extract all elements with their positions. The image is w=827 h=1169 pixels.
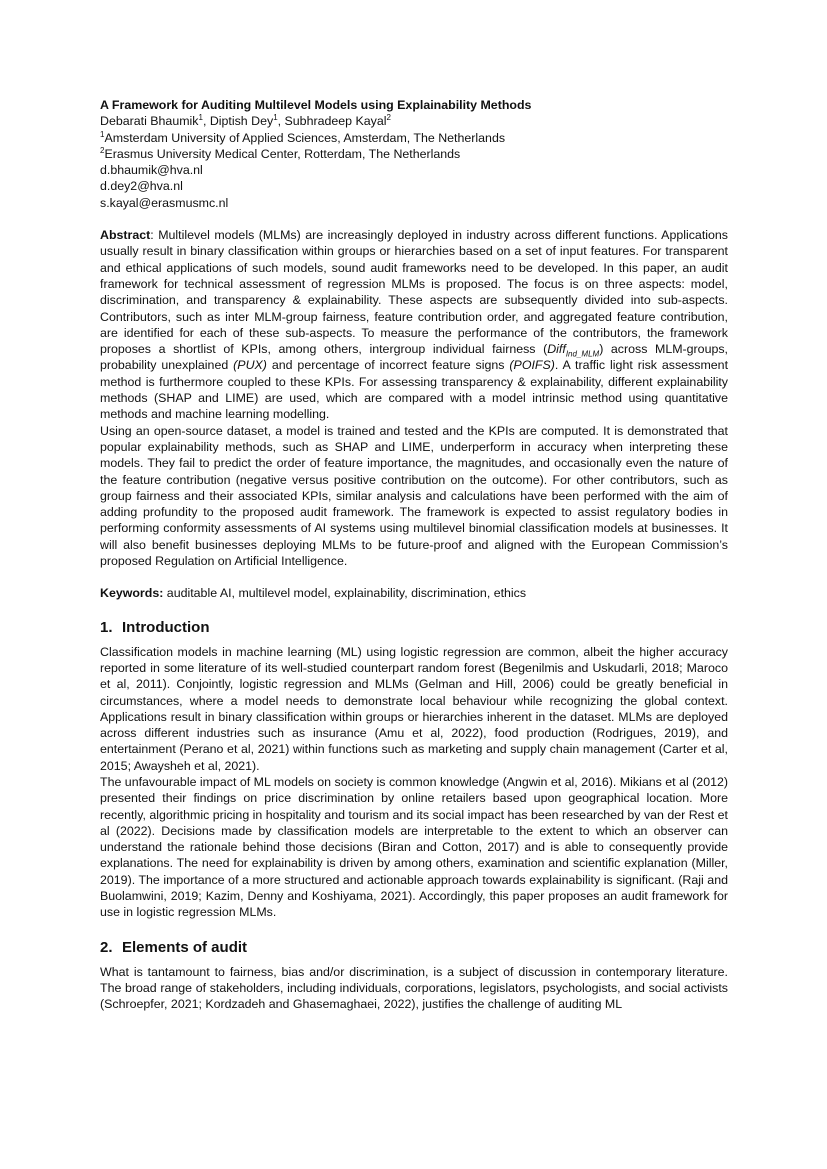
- affiliation: $^1$Amsterdam University of Applied Sciences, Amsterdam, The Netherlands: [100, 129, 506, 145]
- paper-page: [100, 97, 728, 1013]
- keywords: Keywords: auditable AI, multilevel model, explainability, discrimination, ethics: [100, 586, 527, 601]
- author-name: Diptish Dey: [209, 114, 274, 129]
- section-heading: 2. Elements of audit: [100, 938, 248, 956]
- kpi-pux: (PUX): [233, 358, 267, 373]
- email-link[interactable]: d.dey2@hva.nl: [100, 179, 183, 194]
- author-name: Subhradeep Kayal: [284, 114, 387, 129]
- keywords-label: Keywords:: [100, 586, 164, 601]
- affiliation: $^2$Erasmus University Medical Center, Rotterdam, The Netherlands: [100, 145, 461, 161]
- body-paragraph: The unfavourable impact of ML models on society is common knowledge (Angwin et al, 2016). Mikians et al (2012) presented their findings on price discrimination by online retailers based upon geographical location. More recently, algorithmic pricing in hospitality and tourism and its social impact has been researched by van der Rest et al (2022). Decisions made by classification models are interpretable to the extent to which an observer can understand the rationale behind those decisions (Biran and Cotton, 2017) and is able to consequently provide explanations. The need for explainability is driven by among others, examination and scientific explanation (Miller, 2019). The importance of a more structured and actionable approach towards explainability is significant. (Raji and Buolamwini, 2019; Kazim, Denny and Koshiyama, 2021). Accordingly, this paper proposes an audit framework for use in logistic regression MLMs.: [100, 774, 728, 920]
- author-list: Debarati Bhaumik$^1$, Diptish Dey$^1$, Subhradeep Kayal$^2$: [100, 113, 391, 129]
- author-affil-sup: 2: [386, 113, 391, 123]
- author-name: Debarati Bhaumik: [100, 114, 199, 129]
- email-link[interactable]: s.kayal@erasmusmc.nl: [100, 195, 229, 210]
- abstract-label: Abstract: [100, 228, 151, 243]
- abstract-paragraph: Using an open-source dataset, a model is trained and tested and the KPIs are computed. It is demonstrated that popular explainability methods, such as SHAP and LIME, underperform in accuracy when interpreting these models. They fail to predict the order of feature importance, the magnitudes, and occasionally even the nature of the feature contribution (negative versus positive contribution on the outcome). For other contributors, such as group fairness and their associated KPIs, similar analysis and calculations have been performed with the aim of adding profundity to the proposed audit framework. The framework is expected to assist regulatory bodies in performing conformity assessments of AI systems using multilevel binomial classification models at businesses. It will also benefit businesses deploying MLMs to be future-proof and aligned with the European Commission’s proposed Regulation on Artificial Intelligence.: [100, 423, 728, 569]
- section-heading: 1. Introduction: [100, 618, 210, 636]
- kpi-diff: Diff$_{Ind\_MLM}$: [547, 342, 600, 359]
- email-link[interactable]: d.bhaumik@hva.nl: [100, 163, 203, 178]
- affiliations: [100, 130, 728, 163]
- body-paragraph: What is tantamount to fairness, bias and/or discrimination, is a subject of discussion in contemporary literature. The broad range of stakeholders, including individuals, corporations, legislators, psychologists, and social activists (Schroepfer, 2021; Kordzadeh and Ghasemaghaei, 2022), justifies the challenge of auditing ML: [100, 964, 728, 1012]
- author-affil-sup: 1: [273, 113, 278, 123]
- body-paragraph: Classification models in machine learning (ML) using logistic regression are common, albeit the higher accuracy reported in some literature of its well-studied counterpart random forest (Begenilmis and Uskudarli, 2018; Maroco et al, 2011). Conjointly, logistic regression and MLMs (Gelman and Hill, 2006) could be greatly beneficial in circumstances, where a model needs to demonstrate local behaviour while recognizing the global context. Applications result in binary classification within groups or hierarchies inherent in the dataset. MLMs are deployed across different industries such as insurance (Amu et al, 2022), food production (Rodrigues, 2019), and entertainment (Perano et al, 2021) within functions such as marketing and supply chain management (Carter et al, 2015; Awaysheh et al, 2021).: [100, 644, 728, 773]
- kpi-poifs: (POIFS): [509, 358, 555, 373]
- abstract-paragraph: Abstract: Multilevel models (MLMs) are increasingly deployed in industry across different functions. Applications usually result in binary classification within groups or hierarchies based on a set of input features. For transparent and ethical applications of such models, sound audit frameworks need to be developed. In this paper, an audit framework for technical assessment of regression MLMs is proposed. The focus is on three aspects: model, discrimination, and transparency & explainability. These aspects are subsequently divided into sub-aspects. Contributors, such as inter MLM-group fairness, feature contribution order, and aggregated feature contribution, are identified for each of these sub-aspects. To measure the performance of the contributors, the framework proposes a shortlist of KPIs, among others, intergroup individual fairness (Diff$_{Ind\_MLM}$) across MLM-groups, probability unexplained (PUX) and percentage of incorrect feature signs (POIFS). A traffic light risk assessment method is furthermore coupled to these KPIs. For assessing transparency & explainability, different explainability methods (SHAP and LIME) are used, which are compared with a model intrinsic method using quantitative methods and machine learning modelling.: [100, 228, 729, 422]
- paper-title: A Framework for Auditing Multilevel Models using Explainability Methods: [100, 98, 532, 112]
- author-affil-sup: 1: [198, 113, 203, 123]
